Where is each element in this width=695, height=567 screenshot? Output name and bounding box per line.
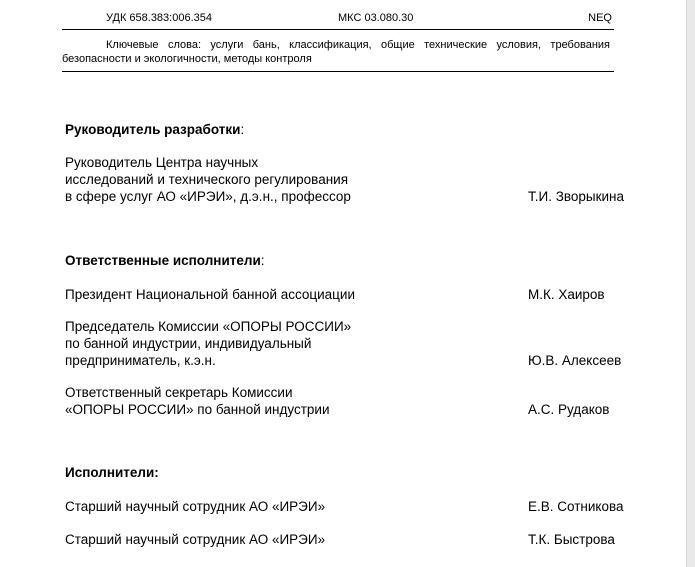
role-line: Президент Национальной банной ассоциации xyxy=(65,287,355,302)
role-line: предприниматель, к.э.н. xyxy=(65,353,216,368)
role-executors-1 xyxy=(65,498,395,515)
section-title-responsible xyxy=(65,253,265,268)
section-title-executors: Исполнители: xyxy=(65,465,159,480)
role-executors-2 xyxy=(65,531,395,548)
section-title-head xyxy=(65,122,244,137)
role-line: по банной индустрии, индивидуальный xyxy=(65,336,312,351)
role-line: в сфере услуг АО «ИРЭИ», д.э.н., профессор xyxy=(65,189,351,204)
person-name-zvorykina: Т.И. Зворыкина xyxy=(528,189,625,204)
classification-header xyxy=(62,12,614,26)
role-line: Руководитель Центра научных xyxy=(65,155,259,170)
person-name-khairov: М.К. Хаиров xyxy=(528,287,605,302)
header-top-rule xyxy=(62,29,614,30)
mks-code: МКС 03.080.30 xyxy=(338,12,414,24)
section-title-head-text: Руководитель разработки xyxy=(65,122,241,137)
keywords-paragraph: Ключевые слова: услуги бань, классификация, общие технические условия, требования безопасности и экологичности, методы контроля xyxy=(62,39,610,65)
role-line: Председатель Комиссии «ОПОРЫ РОССИИ» xyxy=(65,319,352,334)
person-name-bystrova: Т.К. Быстрова xyxy=(528,532,615,547)
role-line: Старший научный сотрудник АО «ИРЭИ» xyxy=(65,532,326,547)
page-edge-shadow xyxy=(686,0,695,567)
role-line: Старший научный сотрудник АО «ИРЭИ» xyxy=(65,499,326,514)
role-line: Ответственный секретарь Комиссии xyxy=(65,385,293,400)
person-name-rudakov: А.С. Рудаков xyxy=(528,402,610,417)
section-title-head-colon: : xyxy=(240,122,245,137)
role-responsible-3 xyxy=(65,384,395,418)
section-title-responsible-text: Ответственные исполнители xyxy=(65,253,261,268)
role-line: «ОПОРЫ РОССИИ» по банной индустрии xyxy=(65,402,330,417)
person-name-alekseev: Ю.В. Алексеев xyxy=(528,353,622,368)
role-line: исследований и технического регулирования xyxy=(65,172,349,187)
neq-label: NEQ xyxy=(588,12,612,24)
role-responsible-2 xyxy=(65,318,395,369)
udk-code: УДК 658.383:006.354 xyxy=(106,12,212,24)
person-name-sotnikova: Е.В. Сотникова xyxy=(528,499,624,514)
role-head-1 xyxy=(65,154,395,205)
header-bottom-rule xyxy=(62,71,614,72)
role-responsible-1 xyxy=(65,286,395,303)
section-title-responsible-colon: : xyxy=(260,253,265,268)
